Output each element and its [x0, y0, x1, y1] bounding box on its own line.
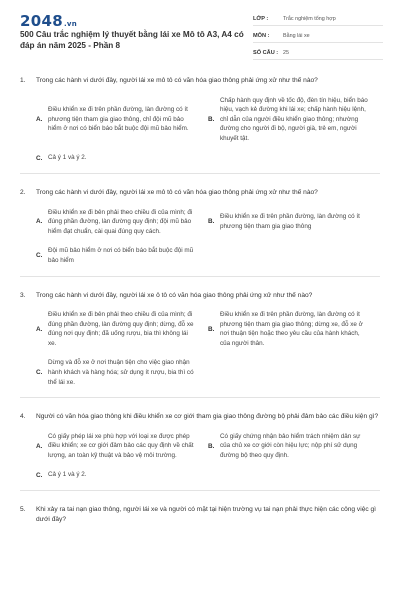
option-a[interactable]	[36, 432, 208, 461]
page-header	[0, 0, 400, 62]
option-text: Chấp hành quy định về tốc độ, đèn tín hiệu, biển báo hiệu, vạch kẻ đường khi lái xe; chấp hành hiệu lệnh, chỉ dẫn của người điều khiển giao thông; nhường đường cho người đi bộ, người già, trẻ em, người khuyết tật.	[220, 96, 368, 142]
question-number: 3.	[20, 291, 26, 299]
question-number: 4.	[20, 413, 26, 421]
site-logo[interactable]	[20, 12, 77, 30]
option-c[interactable]	[36, 153, 380, 163]
question-3	[20, 291, 380, 399]
option-text: Điều khiển xe đi trên phần đường, làn đường có ít phương tiện tham gia giao thông; dừng xe, đỗ xe ở nơi thuận tiện hoặc theo yêu cầu của hành khách, của người thân.	[220, 311, 363, 347]
question-header	[20, 505, 380, 524]
question-text: Trong các hành vi dưới đây, người lái xe mô tô có văn hóa giao thông phải ứng xử như thế nào?	[36, 77, 318, 84]
option-letter: A.	[36, 218, 43, 226]
option-c[interactable]	[36, 358, 208, 387]
meta-key: LỚP :	[253, 15, 269, 22]
question-header	[20, 188, 380, 198]
option-b[interactable]	[208, 310, 380, 348]
option-text: Điều khiển xe đi trên phần đường, làn đường có ít phương tiện tham gia giao thông	[220, 213, 360, 230]
option-letter: C.	[36, 369, 43, 377]
option-text: Dừng và đỗ xe ở nơi thuận tiện cho việc giao nhận hành khách và hàng hóa; sử dụng ít rượu, bia thì có thể lái xe.	[48, 359, 194, 386]
meta-row-subject	[253, 29, 383, 43]
question-number: 1.	[20, 77, 26, 84]
document-title: 500 Câu trắc nghiệm lý thuyết bằng lái xe Mô tô A3, A4 có đáp án năm 2025 - Phần 8	[20, 30, 244, 50]
option-letter: C.	[36, 154, 43, 162]
meta-value: 25	[283, 49, 289, 56]
meta-row-count	[253, 46, 383, 60]
logo-main: 2048	[20, 12, 63, 30]
option-c[interactable]	[36, 246, 208, 265]
option-text: Đội mũ bảo hiểm ở nơi có biển báo bắt buộc đội mũ bảo hiểm	[48, 247, 194, 264]
answer-options	[20, 432, 380, 490]
option-b[interactable]	[208, 208, 380, 237]
question-header	[20, 412, 380, 422]
option-letter: B.	[208, 325, 215, 333]
meta-key: MÔN :	[253, 32, 270, 39]
option-b[interactable]	[208, 96, 380, 144]
question-1	[20, 76, 380, 174]
option-letter: B.	[208, 115, 215, 123]
meta-info	[253, 12, 383, 63]
meta-key: SỐ CÂU :	[253, 49, 279, 56]
answer-options	[20, 208, 380, 276]
answer-options	[20, 310, 380, 397]
question-text: Người có văn hóa giao thông khi điều khiển xe cơ giới tham gia giao thông đường bộ phải đảm bảo các điều kiện gì?	[36, 413, 379, 421]
option-letter: B.	[208, 442, 215, 450]
question-4	[20, 412, 380, 491]
question-text: Trong các hành vi dưới đây, người lái xe ô tô có văn hóa giao thông phải ứng xử như thế nào?	[36, 291, 313, 299]
option-letter: C.	[36, 252, 43, 260]
meta-value: Trắc nghiệm tổng hợp	[283, 15, 336, 22]
question-number: 5.	[20, 506, 26, 514]
option-a[interactable]	[36, 310, 208, 348]
question-5	[20, 505, 380, 524]
option-letter: A.	[36, 115, 43, 123]
question-2	[20, 188, 380, 276]
meta-value: Bằng lái xe	[283, 32, 310, 39]
question-text: Khi xảy ra tai nạn giao thông, người lái xe và người có mặt tại hiện trường vụ tai nạn phải thực hiện các công việc gì dưới đây?	[36, 506, 376, 523]
question-text: Trong các hành vi dưới đây, người lái xe mô tô có văn hóa giao thông phải ứng xử như thế nào?	[36, 189, 318, 197]
option-letter: C.	[36, 471, 43, 479]
question-number: 2.	[20, 189, 26, 197]
answer-options	[20, 96, 380, 174]
option-letter: A.	[36, 325, 43, 333]
option-letter: B.	[208, 218, 215, 226]
option-text: Điều khiển xe đi bên phải theo chiều đi của mình; đi đúng phần đường, làn đường quy định; đội mũ bảo hiểm đạt chuẩn, cài quai đúng quy cách.	[48, 208, 193, 235]
option-b[interactable]	[208, 432, 380, 461]
option-text: Có giấy chứng nhận bảo hiểm trách nhiệm dân sự của chủ xe cơ giới còn hiệu lực; nộp phí sử dụng đường bộ theo quy định.	[220, 432, 361, 459]
option-text: Cả ý 1 và ý 2.	[48, 471, 87, 479]
option-text: Có giấy phép lái xe phù hợp với loại xe được phép điều khiển; xe cơ giới đảm bảo các quy định về chất lượng, an toàn kỹ thuật và bảo vệ môi trường.	[48, 432, 194, 459]
option-text: Điều khiển xe đi trên phần đường, làn đường có ít phương tiện tham gia giao thông, chỉ đội mũ bảo hiểm ở nơi có biển báo bắt buộc đội mũ bảo hiểm.	[48, 106, 189, 133]
meta-row-class	[253, 12, 383, 26]
option-a[interactable]	[36, 208, 208, 237]
question-header	[20, 291, 380, 301]
option-text: Cả ý 1 và ý 2.	[48, 154, 87, 162]
option-c[interactable]	[36, 470, 380, 480]
logo-suffix: .vn	[63, 20, 78, 28]
option-a[interactable]	[36, 96, 208, 144]
question-list	[20, 76, 380, 538]
option-text: Điều khiển xe đi bên phải theo chiều đi của mình; đi đúng phần đường, làn đường quy định; dừng, đỗ xe đúng nơi quy định; đã uống rượu, bia thì không lái xe.	[48, 311, 194, 347]
question-header	[20, 76, 380, 86]
option-letter: A.	[36, 442, 43, 450]
